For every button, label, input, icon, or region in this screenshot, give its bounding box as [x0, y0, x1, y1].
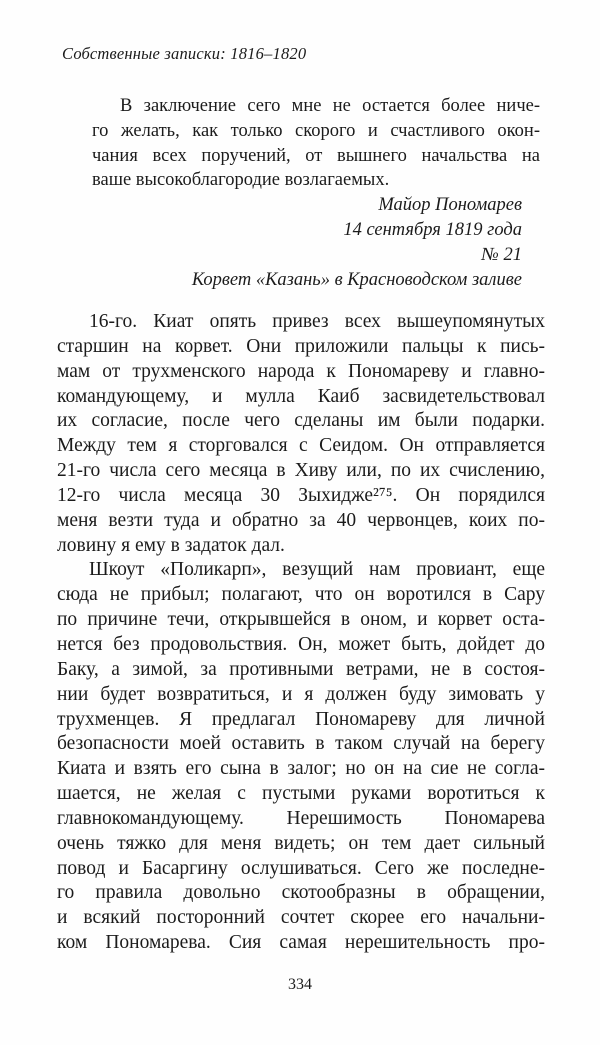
text-line: шается, не желая с пустыми руками воротиться к	[57, 783, 545, 805]
paragraph-diary-entry-16th	[57, 310, 545, 558]
text-line: Шкоут «Поликарп», везущий нам провиант, еще	[89, 559, 545, 581]
text-line: сюда не прибыл; полагают, что он воротился в Сару	[57, 584, 545, 606]
text-line: 14 сентября 1819 года	[343, 219, 522, 240]
text-line: Киата и взять его сына в залог; но он на сие не согла-	[57, 758, 545, 780]
text-line: трухменцев. Я предлагал Пономареву для личной	[57, 708, 545, 730]
text-line: № 21	[481, 244, 522, 265]
text-line: го желать, как только скорого и счастливого окон-	[92, 120, 540, 141]
paragraph-shkout-polikarp	[57, 558, 545, 956]
text-line: 21-го числа сего месяца в Хиву или, по их счислению,	[57, 460, 545, 482]
letter-signature-block	[92, 193, 522, 293]
text-line: повод и Басаргину ослушиваться. Сего же последне-	[57, 857, 545, 879]
text-line: старшин на корвет. Они приложили пальцы к пись-	[57, 335, 545, 357]
text-line: Майор Пономарев	[378, 195, 522, 215]
text-line: главнокомандующему. Нерешимость Пономарева	[57, 807, 545, 829]
text-line: их согласие, после чего сделаны им были подарки.	[57, 410, 545, 432]
letter-quote-block	[92, 94, 540, 193]
text-line: очень тяжко для меня видеть; он тем дает сильный	[57, 832, 545, 854]
text-line: ловину я ему в задаток дал.	[57, 534, 285, 556]
text-line: безопасности моей оставить в таком случай на берегу	[57, 733, 545, 755]
text-line: ваше высокоблагородие возлагаемых.	[92, 170, 390, 191]
text-line: Корвет «Казань» в Красноводском заливе	[191, 269, 522, 290]
text-line: го правила довольно скотообразны в обращении,	[57, 882, 545, 904]
text-line: 16-го. Киат опять привез всех вышеупомянутых	[89, 311, 545, 332]
text-line: ком Пономарева. Сия самая нерешительность про-	[57, 932, 545, 954]
text-line: Баку, а зимой, за противными ветрами, не в состоя-	[57, 658, 545, 680]
text-line: 12-го числа месяца 30 Зыхидже²⁷⁵. Он порядился	[57, 484, 545, 506]
text-line: нется без продовольствия. Он, может быть, дойдет до	[57, 633, 545, 655]
text-line: нии будет возвратиться, и я должен буду зимовать у	[57, 683, 545, 705]
page-number: 334	[288, 976, 312, 993]
text-line: чания всех поручений, от вышнего начальства на	[92, 145, 540, 166]
text-line: командующему, и мулла Каиб засвидетельствовал	[57, 385, 545, 407]
text-line: по причине течи, открывшейся в оном, и корвет оста-	[57, 609, 545, 631]
text-line: мам от трухменского народа к Пономареву и главно-	[57, 360, 545, 382]
text-line: и всякий посторонний сочтет скорее его начальни-	[57, 907, 545, 929]
running-header: Собственные записки: 1816–1820	[62, 44, 307, 63]
text-line: меня везти туда и обратно за 40 червонцев, коих по-	[57, 509, 545, 531]
main-text-column	[57, 310, 545, 956]
text-line: В заключение сего мне не остается более ниче-	[120, 96, 540, 116]
text-line: Между тем я сторговался с Сеидом. Он отправляется	[57, 435, 545, 457]
